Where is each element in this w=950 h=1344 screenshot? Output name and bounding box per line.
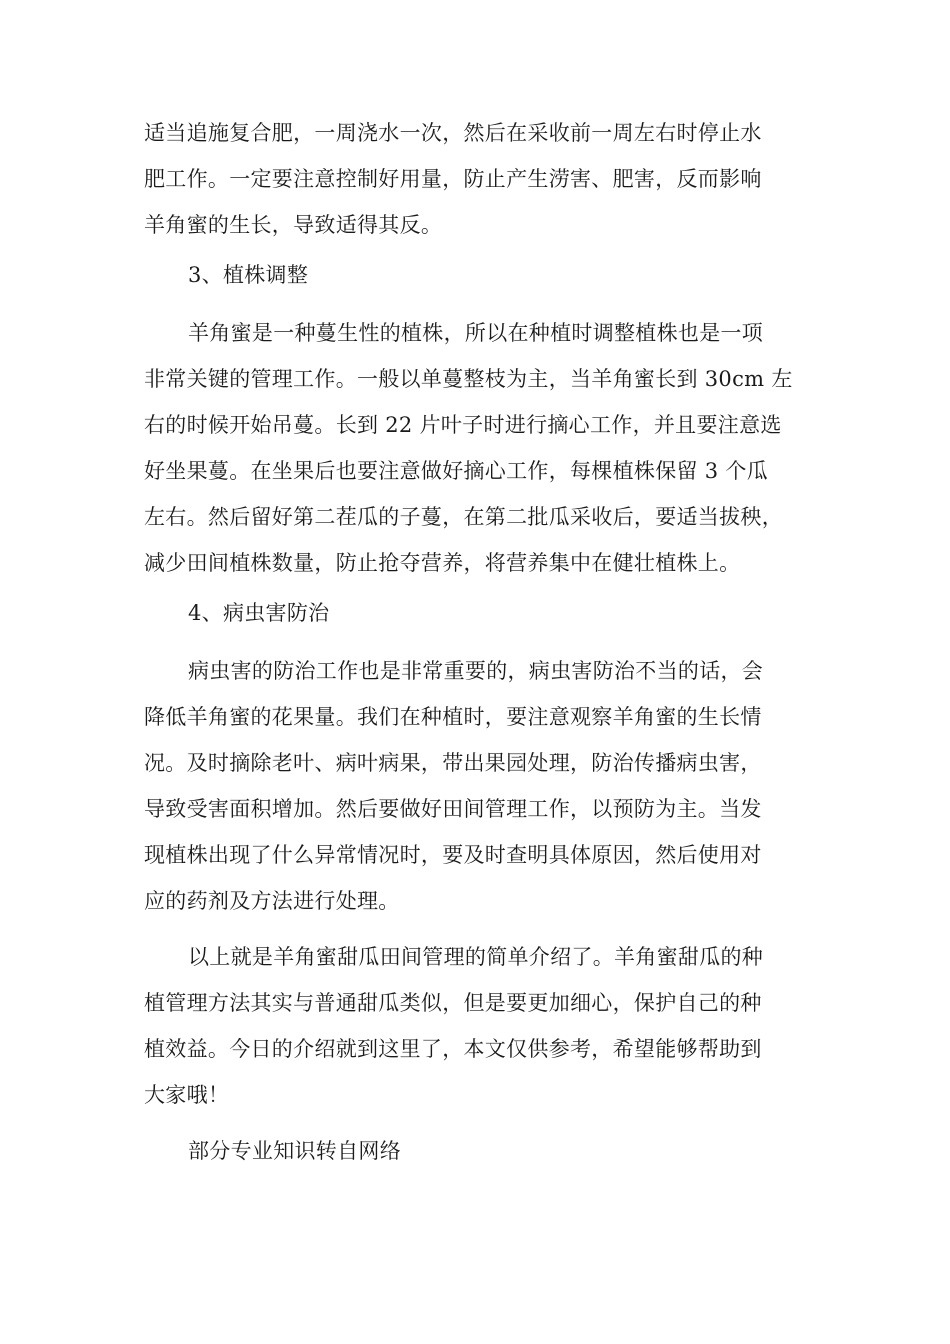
source-note: 部分专业知识转自网络 [188, 1139, 401, 1163]
text-line: 植效益。今日的介绍就到这里了，本文仅供参考，希望能够帮助到 [144, 1037, 762, 1061]
paragraph-fertilizer-watering [144, 110, 824, 248]
section-heading-pest-control: 4、病虫害防治 [188, 601, 330, 625]
document-page [144, 110, 824, 1174]
text-line: 羊角蜜是一种蔓生性的植株，所以在种植时调整植株也是一项 [188, 321, 764, 345]
text-line: 况。及时摘除老叶、病叶病果，带出果园处理，防治传播病虫害， [144, 751, 762, 775]
text-line: 植管理方法其实与普通甜瓜类似，但是要更加细心，保护自己的种 [144, 991, 762, 1015]
text-line: 应的药剂及方法进行处理。 [144, 889, 400, 913]
text-line: 肥工作。一定要注意控制好用量，防止产生涝害、肥害，反而影响 [144, 167, 762, 191]
text-line: 左右。然后留好第二茬瓜的子蔓，在第二批瓜采收后，要适当拔秧， [144, 505, 783, 529]
text-line: 导致受害面积增加。然后要做好田间管理工作，以预防为主。当发 [144, 797, 762, 821]
text-line: 好坐果蔓。在坐果后也要注意做好摘心工作，每棵植株保留 3 个瓜 [144, 459, 769, 483]
text-line: 现植株出现了什么异常情况时，要及时查明具体原因，然后使用对 [144, 843, 762, 867]
text-line: 降低羊角蜜的花果量。我们在种植时，要注意观察羊角蜜的生长情 [144, 705, 762, 729]
text-line: 非常关键的管理工作。一般以单蔓整枝为主，当羊角蜜长到 30cm 左 [144, 367, 793, 391]
text-line: 以上就是羊角蜜甜瓜田间管理的简单介绍了。羊角蜜甜瓜的种 [188, 945, 764, 969]
text-line: 右的时候开始吊蔓。长到 22 片叶子时进行摘心工作，并且要注意选 [144, 413, 782, 437]
text-line: 病虫害的防治工作也是非常重要的，病虫害防治不当的话，会 [188, 659, 764, 683]
text-line: 大家哦！ [144, 1083, 230, 1107]
text-line: 羊角蜜的生长，导致适得其反。 [144, 213, 443, 237]
paragraph-conclusion [144, 934, 824, 1118]
section-heading-plant-adjustment: 3、植株调整 [188, 263, 309, 287]
text-line: 减少田间植株数量，防止抢夺营养，将营养集中在健壮植株上。 [144, 551, 741, 575]
text-line: 适当追施复合肥，一周浇水一次，然后在采收前一周左右时停止水 [144, 121, 762, 145]
paragraph-plant-adjustment [144, 310, 824, 586]
paragraph-pest-control [144, 648, 824, 924]
